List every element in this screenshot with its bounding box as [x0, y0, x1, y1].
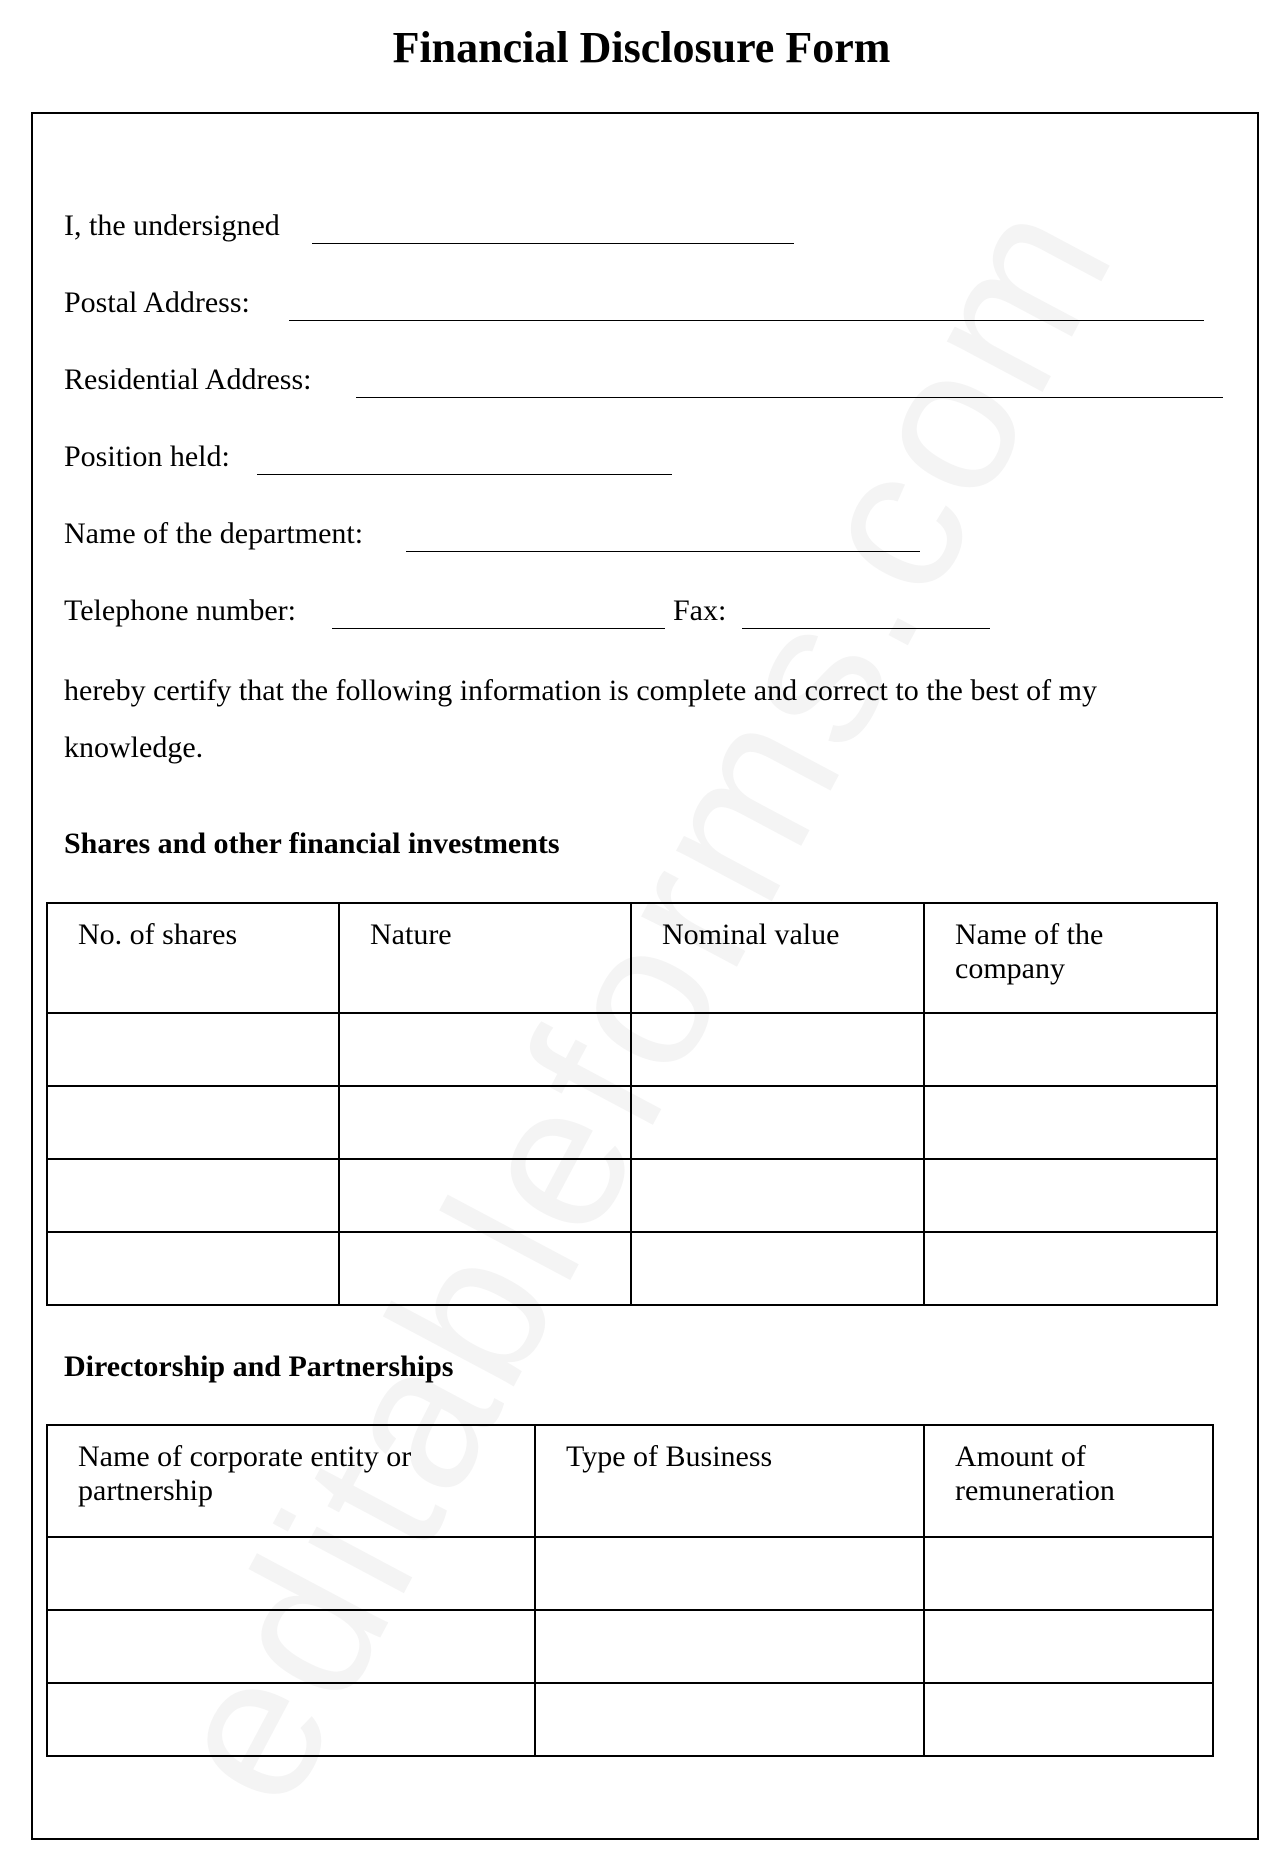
shares-col-no-of-shares: No. of shares [47, 903, 339, 1013]
table-row [47, 1159, 1217, 1232]
telephone-label: Telephone number: [64, 594, 296, 627]
table-cell[interactable] [535, 1610, 924, 1683]
table-cell[interactable] [924, 1159, 1217, 1232]
table-cell[interactable] [47, 1086, 339, 1159]
page-title: Financial Disclosure Form [392, 23, 891, 72]
table-row [47, 1013, 1217, 1086]
table-cell[interactable] [631, 1013, 924, 1086]
table-cell[interactable] [47, 1537, 535, 1610]
table-cell[interactable] [631, 1159, 924, 1232]
residential-address-label: Residential Address: [64, 363, 312, 396]
directorships-table [46, 1424, 1214, 1757]
table-cell[interactable] [47, 1013, 339, 1086]
table-cell[interactable] [924, 1013, 1217, 1086]
undersigned-input-line[interactable] [312, 243, 794, 244]
table-row [47, 1232, 1217, 1305]
table-cell[interactable] [47, 1610, 535, 1683]
table-cell[interactable] [47, 1232, 339, 1305]
position-held-input-line[interactable] [257, 474, 672, 475]
table-cell[interactable] [631, 1232, 924, 1305]
fax-input-line[interactable] [742, 628, 990, 629]
department-label: Name of the department: [64, 517, 364, 550]
directorships-col-business-type: Type of Business [535, 1425, 924, 1537]
shares-table [46, 902, 1218, 1306]
table-cell[interactable] [47, 1159, 339, 1232]
directorships-col-remuneration: Amount of remuneration [924, 1425, 1213, 1537]
shares-col-nominal-value: Nominal value [631, 903, 924, 1013]
table-cell[interactable] [924, 1537, 1213, 1610]
table-cell[interactable] [535, 1537, 924, 1610]
table-cell[interactable] [535, 1683, 924, 1756]
shares-header-row [47, 903, 1217, 1013]
certification-text: hereby certify that the following information is complete and correct to the best of my knowledge. [64, 674, 1098, 764]
table-row [47, 1086, 1217, 1159]
table-cell[interactable] [924, 1610, 1213, 1683]
table-cell[interactable] [339, 1086, 631, 1159]
table-cell[interactable] [924, 1232, 1217, 1305]
table-row [47, 1537, 1213, 1610]
directorships-header-row [47, 1425, 1213, 1537]
shares-col-nature: Nature [339, 903, 631, 1013]
postal-address-label: Postal Address: [64, 286, 250, 319]
table-cell[interactable] [47, 1683, 535, 1756]
undersigned-label: I, the undersigned [64, 209, 280, 242]
shares-col-company-name: Name of the company [924, 903, 1217, 1013]
table-row [47, 1683, 1213, 1756]
table-cell[interactable] [924, 1683, 1213, 1756]
table-cell[interactable] [339, 1159, 631, 1232]
table-row [47, 1610, 1213, 1683]
position-held-label: Position held: [64, 440, 230, 473]
telephone-input-line[interactable] [332, 628, 665, 629]
directorships-heading: Directorship and Partnerships [64, 1350, 454, 1383]
postal-address-input-line[interactable] [289, 320, 1204, 321]
table-cell[interactable] [339, 1232, 631, 1305]
table-cell[interactable] [339, 1013, 631, 1086]
shares-heading: Shares and other financial investments [64, 827, 560, 860]
residential-address-input-line[interactable] [356, 397, 1223, 398]
fax-label: Fax: [673, 594, 727, 627]
directorships-col-entity-name: Name of corporate entity or partnership [47, 1425, 535, 1537]
department-input-line[interactable] [406, 551, 920, 552]
table-cell[interactable] [631, 1086, 924, 1159]
table-cell[interactable] [924, 1086, 1217, 1159]
